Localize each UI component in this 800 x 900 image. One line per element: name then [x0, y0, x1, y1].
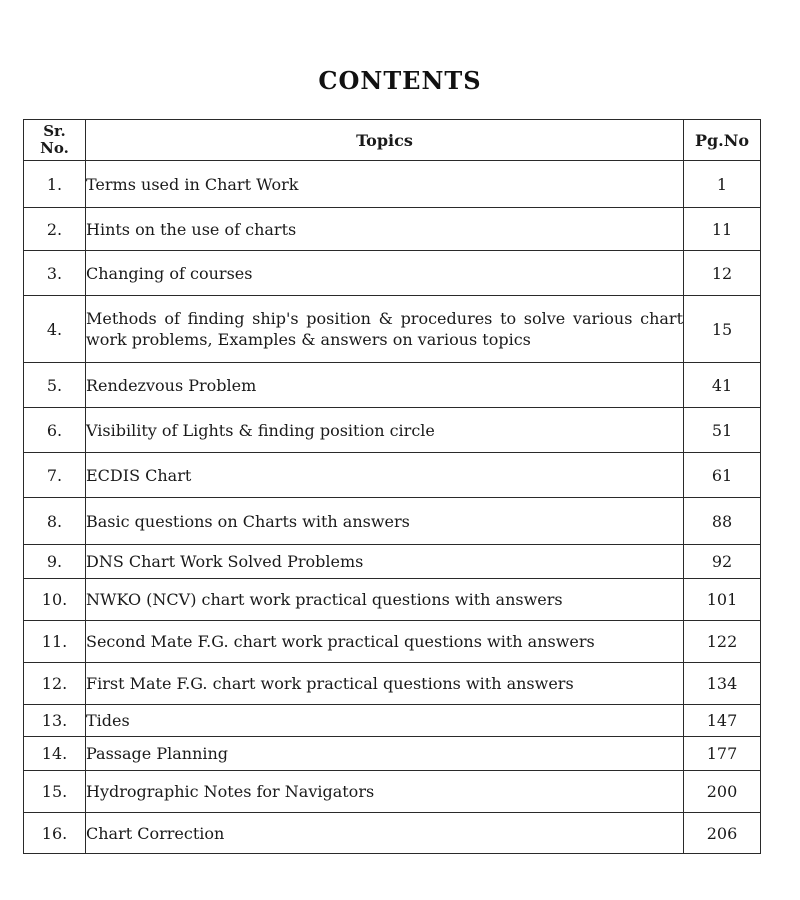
- row-number: 12.: [24, 663, 86, 705]
- row-topic: Basic questions on Charts with answers: [86, 498, 684, 545]
- row-page: 122: [684, 621, 761, 663]
- row-topic: Changing of courses: [86, 251, 684, 296]
- row-topic: NWKO (NCV) chart work practical questions with answers: [86, 579, 684, 621]
- table-row: [24, 208, 761, 251]
- row-page: 1: [684, 161, 761, 208]
- row-number: 13.: [24, 705, 86, 737]
- table-row: [24, 579, 761, 621]
- row-topic: Rendezvous Problem: [86, 363, 684, 408]
- row-page: 11: [684, 208, 761, 251]
- table-row: [24, 296, 761, 363]
- row-page: 15: [684, 296, 761, 363]
- row-topic: Visibility of Lights & finding position circle: [86, 408, 684, 453]
- row-topic: Hydrographic Notes for Navigators: [86, 771, 684, 813]
- row-page: 61: [684, 453, 761, 498]
- header-sr-no-line1: Sr.: [43, 122, 66, 140]
- row-number: 10.: [24, 579, 86, 621]
- table-row: [24, 363, 761, 408]
- row-number: 1.: [24, 161, 86, 208]
- table-row: [24, 251, 761, 296]
- row-topic: Chart Correction: [86, 813, 684, 854]
- row-number: 7.: [24, 453, 86, 498]
- page-title: CONTENTS: [318, 66, 482, 95]
- row-number: 5.: [24, 363, 86, 408]
- table-row: [24, 408, 761, 453]
- row-number: 11.: [24, 621, 86, 663]
- table-row: [24, 705, 761, 737]
- row-number: 3.: [24, 251, 86, 296]
- row-topic: Second Mate F.G. chart work practical questions with answers: [86, 621, 684, 663]
- row-topic: First Mate F.G. chart work practical questions with answers: [86, 663, 684, 705]
- row-page: 51: [684, 408, 761, 453]
- row-page: 200: [684, 771, 761, 813]
- row-topic: Passage Planning: [86, 737, 684, 771]
- row-topic: Hints on the use of charts: [86, 208, 684, 251]
- table-row: [24, 663, 761, 705]
- table-row: [24, 737, 761, 771]
- header-sr-no: [24, 120, 86, 161]
- row-page: 177: [684, 737, 761, 771]
- row-topic: Methods of finding ship's position & procedures to solve various chart work problems, Examples & answers on various topics: [86, 296, 684, 363]
- row-topic: Tides: [86, 705, 684, 737]
- table-row: [24, 621, 761, 663]
- row-page: 101: [684, 579, 761, 621]
- row-number: 6.: [24, 408, 86, 453]
- contents-table: [23, 119, 761, 854]
- table-row: [24, 813, 761, 854]
- table-row: [24, 498, 761, 545]
- row-number: 14.: [24, 737, 86, 771]
- row-page: 147: [684, 705, 761, 737]
- row-page: 134: [684, 663, 761, 705]
- row-page: 41: [684, 363, 761, 408]
- header-page-no: Pg.No: [684, 120, 761, 161]
- row-number: 4.: [24, 296, 86, 363]
- row-page: 88: [684, 498, 761, 545]
- row-topic: DNS Chart Work Solved Problems: [86, 545, 684, 579]
- row-page: 206: [684, 813, 761, 854]
- row-topic: ECDIS Chart: [86, 453, 684, 498]
- row-number: 8.: [24, 498, 86, 545]
- row-number: 15.: [24, 771, 86, 813]
- row-page: 92: [684, 545, 761, 579]
- row-topic: Terms used in Chart Work: [86, 161, 684, 208]
- header-sr-no-line2: No.: [40, 139, 69, 157]
- table-row: [24, 545, 761, 579]
- table-row: [24, 771, 761, 813]
- row-number: 2.: [24, 208, 86, 251]
- header-topics: Topics: [86, 120, 684, 161]
- row-number: 9.: [24, 545, 86, 579]
- row-page: 12: [684, 251, 761, 296]
- table-header-row: [24, 120, 761, 161]
- table-row: [24, 161, 761, 208]
- table-row: [24, 453, 761, 498]
- row-number: 16.: [24, 813, 86, 854]
